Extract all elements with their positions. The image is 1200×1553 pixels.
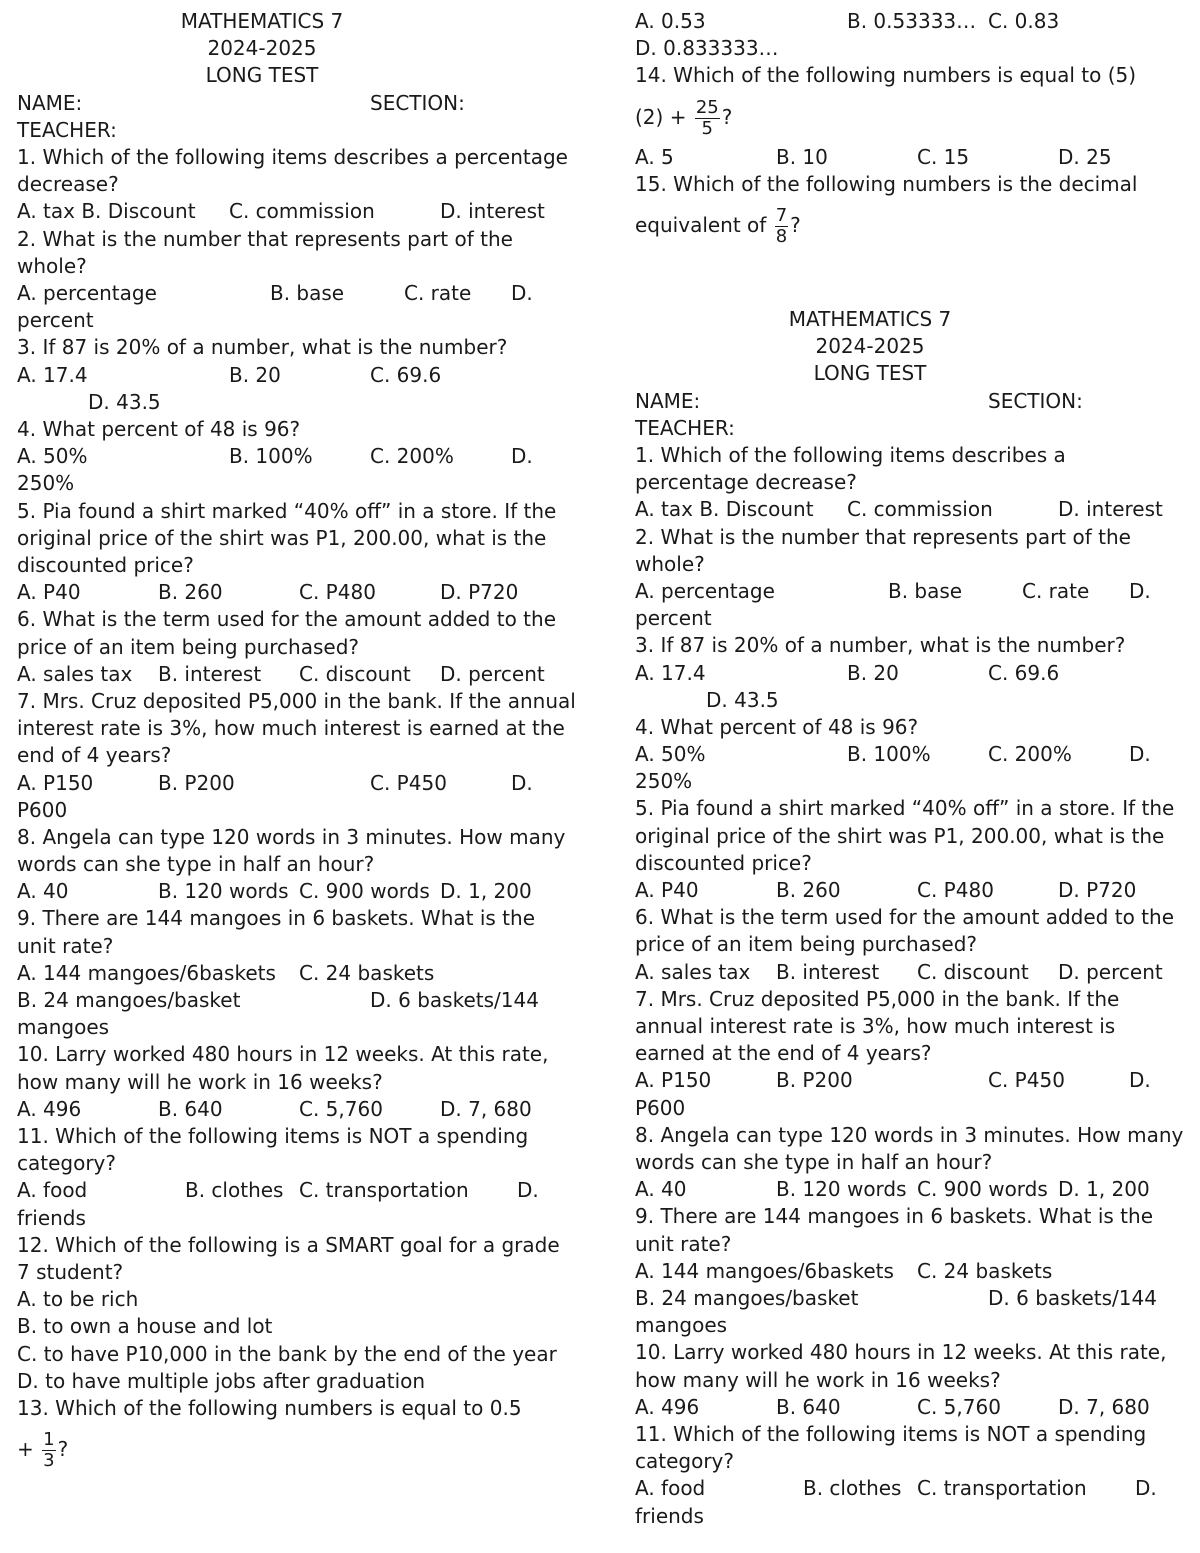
options-14 [635,144,1185,171]
options-2 [17,280,577,307]
option-b: B. 120 words [776,1177,907,1202]
option-d: D. P720 [1058,878,1137,903]
options-6 [17,661,577,688]
name-section-row [635,388,1185,415]
option-c: C. 24 baskets [917,1258,1053,1283]
option-d-continued: percent [17,308,94,333]
option-a: A. P40 [635,878,699,903]
test-header [17,8,577,90]
option-c: C. 5,760 [917,1394,1001,1419]
test-title: LONG TEST [813,361,927,386]
option-d: D. 6 baskets/144 [370,988,539,1013]
option-c: C. 0.83 [988,9,1060,33]
question-4: 4. What percent of 48 is 96? [17,416,301,441]
option-d: D. P720 [440,580,519,605]
option-c: C. P480 [299,580,376,605]
question-8: 8. Angela can type 120 words in 3 minutes. How many words can she type in half an hour? [635,1122,1184,1175]
question-10: 10. Larry worked 480 hours in 12 weeks. At this rate, how many will he work in 16 weeks? [17,1042,549,1094]
option-a: A. 40 [17,879,69,904]
options-9-row2 [17,987,577,1014]
option-a: A. sales tax [17,661,133,686]
option-d: D. percent [440,661,545,686]
option-d: D. interest [440,199,545,224]
option-a: A. 50% [17,444,88,469]
option-a: A. 144 mangoes/6baskets [635,1258,894,1283]
option-d: D. [1129,1068,1151,1093]
option-d-continued: mangoes [17,1015,110,1040]
option-a: A. 50% [635,742,706,767]
options-9-row1 [635,1258,1185,1285]
option-b: B. 260 [158,580,223,605]
options-11 [635,1475,1185,1502]
question-2: 2. What is the number that represents part of the whole? [17,226,513,278]
option-b: B. 20 [847,660,899,685]
options-4 [17,443,577,470]
options-1 [635,496,1185,523]
option-b: B. clothes [803,1476,902,1501]
question-15: 15. Which of the following numbers is the decimal [635,171,1138,196]
option-c: C. 200% [988,742,1072,767]
option-d: D. 43.5 [706,687,779,712]
option-d: D. 1, 200 [440,879,532,904]
option-d: D. [1135,1476,1157,1501]
option-a: A. 17.4 [17,362,88,387]
school-year: 2024-2025 [815,334,925,359]
question-14: 14. Which of the following numbers is equal to (5) [635,63,1137,88]
option-a: A. P150 [17,770,94,795]
question-14-continued: (2) + [635,104,687,129]
option-a: A. 17.4 [635,660,706,685]
option-d: D. interest [1058,497,1163,522]
question-1: 1. Which of the following items describes a percentage decrease? [635,442,1066,495]
test-title: LONG TEST [205,63,319,88]
option-b: B. base [888,578,963,603]
option-d: D. [1129,578,1151,603]
question-4: 4. What percent of 48 is 96? [635,714,919,739]
question-3: 3. If 87 is 20% of a number, what is the number? [17,335,508,360]
option-a: A. 40 [635,1177,687,1202]
question-mark: ? [790,212,801,237]
denominator: 8 [775,225,788,247]
numerator: 25 [695,96,719,118]
denominator: 3 [43,1450,55,1472]
option-d: D. [517,1178,539,1203]
option-d: D. 7, 680 [1058,1394,1150,1419]
question-7: 7. Mrs. Cruz deposited P5,000 in the bank. If the annual interest rate is 3%, how much interest is earned at the end of 4 years? [17,688,576,768]
option-c: C. 15 [917,144,970,169]
option-d: D. 43.5 [88,389,161,414]
options-10 [635,1394,1185,1421]
options-3 [635,660,1185,687]
option-b: B. 640 [158,1096,223,1121]
option-c: C. transportation [917,1476,1087,1501]
option-c: C. 69.6 [370,362,442,387]
option-c: C. 5,760 [299,1096,383,1121]
options-9-row1 [17,960,577,987]
teacher-label: TEACHER: [17,117,117,142]
option-d: D. 25 [1058,144,1112,169]
option-d: D. percent [1058,959,1163,984]
option-b: B. 0.53333… [847,9,977,33]
options-4 [635,741,1185,768]
option-a: A. P150 [635,1068,712,1093]
question-15-fraction-line [635,198,1185,252]
option-c: C. 24 baskets [299,960,435,985]
question-6: 6. What is the term used for the amount added to the price of an item being purchased? [635,905,1174,957]
test-header [635,306,1185,388]
options-7 [635,1067,1185,1094]
option-d: D. 6 baskets/144 [988,1286,1157,1311]
option-b: B. to own a house and lot [17,1314,273,1339]
option-c: C. 900 words [917,1177,1048,1202]
question-15-continued: equivalent of [635,212,767,237]
question-mark: ? [721,104,733,129]
option-a: A. P40 [17,580,81,605]
option-a: A. 144 mangoes/6baskets [17,960,276,985]
option-b: B. 640 [776,1394,841,1419]
numerator: 1 [43,1429,55,1451]
option-b: B. base [270,280,345,305]
option-c: C. 69.6 [988,660,1060,685]
option-a: A. tax B. Discount [635,497,814,522]
question-5: 5. Pia found a shirt marked “40% off” in a store. If the original price of the shirt was P1, 200.00, what is the discounted price? [635,796,1175,875]
options-8 [17,878,577,905]
fraction-one-third [42,1430,55,1471]
question-10: 10. Larry worked 480 hours in 12 weeks. At this rate, how many will he work in 16 weeks? [635,1340,1167,1392]
option-a: A. sales tax [635,959,751,984]
option-b: B. 100% [229,444,313,469]
options-6 [635,959,1185,986]
question-3: 3. If 87 is 20% of a number, what is the number? [635,633,1126,658]
option-a: A. percentage [17,280,157,305]
option-b: B. 24 mangoes/basket [17,988,241,1013]
options-3-d [17,389,577,416]
question-6: 6. What is the term used for the amount added to the price of an item being purchased? [17,607,556,659]
question-9: 9. There are 144 mangoes in 6 baskets. What is the unit rate? [17,906,535,958]
option-d: D. to have multiple jobs after graduation [17,1368,426,1393]
option-c: C. discount [917,959,1029,984]
fraction-7-over-8 [775,206,788,247]
section-label: SECTION: [370,90,465,115]
section-label: SECTION: [988,388,1083,413]
option-c: C. P450 [370,770,447,795]
question-14-fraction-line [635,90,1185,144]
left-test-copy [17,8,577,1476]
option-c: C. discount [299,661,411,686]
option-c: C. P450 [988,1068,1065,1093]
option-d: D. [511,444,533,469]
spacer [635,252,1185,306]
name-label: NAME: [17,90,83,115]
question-7: 7. Mrs. Cruz deposited P5,000 in the bank. If the annual interest rate is 3%, how much interest is earned at the end of 4 years? [635,986,1120,1066]
option-a: A. 496 [17,1096,82,1121]
options-8 [635,1176,1185,1203]
name-section-row [17,90,577,117]
question-1: 1. Which of the following items describes a percentage decrease? [17,144,568,197]
numerator: 7 [775,204,788,226]
option-d: D. 1, 200 [1058,1177,1150,1202]
option-d-continued: friends [635,1503,704,1528]
option-a: A. 5 [635,144,674,169]
question-11: 11. Which of the following items is NOT a spending category? [17,1124,529,1176]
question-11: 11. Which of the following items is NOT a spending category? [635,1421,1147,1474]
right-test-copy [635,8,1185,1530]
school-year: 2024-2025 [207,36,317,61]
options-9-row2 [635,1285,1185,1312]
name-label: NAME: [635,388,701,413]
options-5 [635,877,1185,904]
options-11 [17,1177,577,1204]
option-d: D. [1129,742,1151,767]
options-3-d [635,687,1185,714]
option-d: D. 0.833333… [635,36,779,61]
option-c: C. P480 [917,878,994,903]
option-b: B. 20 [229,362,281,387]
question-13: 13. Which of the following numbers is equal to 0.5 [17,1396,522,1420]
option-d-continued: friends [17,1205,86,1230]
question-2: 2. What is the number that represents part of the whole? [635,524,1131,576]
question-9: 9. There are 144 mangoes in 6 baskets. What is the unit rate? [635,1204,1153,1256]
option-d-continued: 250% [17,471,75,496]
option-c: C. transportation [299,1178,469,1203]
option-d: D. [511,770,533,795]
option-b: B. clothes [185,1178,284,1203]
option-d: D. 7, 680 [440,1096,532,1121]
option-b: B. interest [776,959,880,984]
options-1 [17,198,577,225]
options-13-row1 [635,8,1185,35]
option-a: A. 0.53 [635,9,706,33]
option-a: A. tax B. Discount [17,199,196,224]
options-3 [17,362,577,389]
option-d-continued: percent [635,606,712,631]
option-b: B. 10 [776,144,828,169]
option-a: A. food [17,1178,88,1203]
question-12: 12. Which of the following is a SMART goal for a grade 7 student? [17,1232,560,1285]
option-c: C. commission [847,497,993,522]
option-c: C. 200% [370,444,454,469]
subject-title: MATHEMATICS 7 [180,9,344,33]
option-b: B. 100% [847,742,931,767]
option-a: A. food [635,1476,706,1501]
options-2 [635,578,1185,605]
question-13-fraction-line [17,1422,577,1476]
option-a: A. to be rich [17,1287,139,1312]
option-b: B. 24 mangoes/basket [635,1286,859,1311]
option-b: B. P200 [776,1068,853,1093]
denominator: 5 [701,117,713,139]
options-5 [17,579,577,606]
option-d-continued: mangoes [635,1313,728,1338]
option-b: B. interest [158,661,262,686]
option-c: C. rate [404,280,472,305]
options-10 [17,1096,577,1123]
option-c: C. 900 words [299,879,430,904]
plus-sign: + [17,1437,34,1462]
option-a: A. 496 [635,1394,700,1419]
option-a: A. percentage [635,578,775,603]
teacher-label: TEACHER: [635,415,735,440]
option-d-continued: P600 [635,1095,686,1120]
option-c: C. commission [229,199,375,224]
options-7 [17,770,577,797]
option-b: B. 260 [776,878,841,903]
option-d-continued: 250% [635,769,693,794]
option-c: C. to have P10,000 in the bank by the end of the year [17,1341,557,1366]
fraction-25-over-5 [695,98,720,139]
option-b: B. 120 words [158,879,289,904]
option-c: C. rate [1022,578,1090,603]
question-8: 8. Angela can type 120 words in 3 minutes. How many words can she type in half an hour? [17,824,566,877]
option-b: B. P200 [158,770,235,795]
subject-title: MATHEMATICS 7 [788,306,952,331]
option-d-continued: P600 [17,797,68,822]
question-5: 5. Pia found a shirt marked “40% off” in a store. If the original price of the shirt was P1, 200.00, what is the discounted price? [17,498,557,577]
question-mark: ? [57,1437,69,1462]
option-d: D. [511,280,533,305]
